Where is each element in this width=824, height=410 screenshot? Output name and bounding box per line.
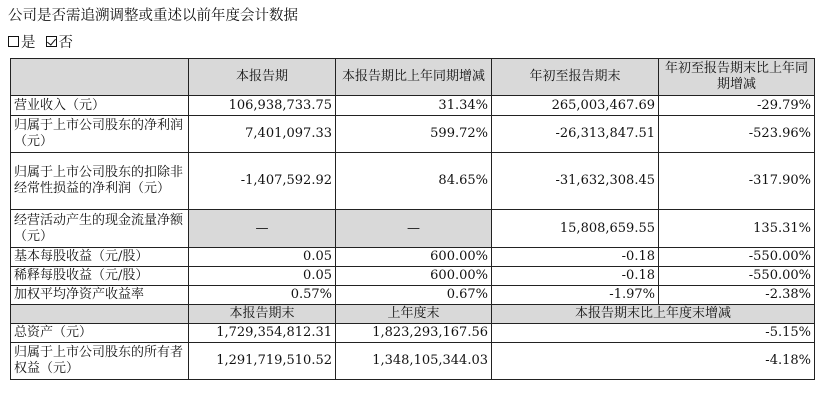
cell-ytd-yoy: -523.96% bbox=[659, 116, 815, 153]
row-label: 基本每股收益（元/股） bbox=[11, 248, 189, 267]
checkbox-no[interactable] bbox=[46, 36, 57, 47]
subheader-change: 本报告期末比上年度末增减 bbox=[492, 305, 815, 324]
subheader-period-end: 本报告期末 bbox=[189, 305, 336, 324]
cell-current-period: 7,401,097.33 bbox=[189, 116, 336, 153]
cell-current-period-yoy: — bbox=[336, 210, 492, 248]
cell-ytd: -1.97% bbox=[492, 286, 659, 305]
row-label: 归属于上市公司股东的所有者权益（元） bbox=[11, 343, 189, 380]
header-cell-empty bbox=[11, 59, 189, 96]
header-ytd: 年初至报告期末 bbox=[492, 59, 659, 96]
cell-change: -5.15% bbox=[492, 324, 815, 343]
cell-current-period-yoy: 31.34% bbox=[336, 96, 492, 116]
cell-current-period: 0.05 bbox=[189, 267, 336, 286]
subheader-prior-year-end: 上年度末 bbox=[336, 305, 492, 324]
option-no-label: 否 bbox=[58, 35, 73, 51]
cell-ytd: -0.18 bbox=[492, 267, 659, 286]
cell-ytd: -0.18 bbox=[492, 248, 659, 267]
option-no[interactable] bbox=[46, 31, 74, 52]
cell-current-period-yoy: 599.72% bbox=[336, 116, 492, 153]
table-header-row bbox=[11, 59, 815, 96]
financial-data-table bbox=[10, 58, 815, 380]
cell-ytd-yoy: -550.00% bbox=[659, 248, 815, 267]
table-row bbox=[11, 267, 815, 286]
table-row bbox=[11, 116, 815, 153]
options-row bbox=[8, 31, 83, 52]
cell-current-period: -1,407,592.92 bbox=[189, 153, 336, 210]
cell-period-end: 1,729,354,812.31 bbox=[189, 324, 336, 343]
row-label: 稀释每股收益（元/股） bbox=[11, 267, 189, 286]
table-row bbox=[11, 96, 815, 116]
cell-change: -4.18% bbox=[492, 343, 815, 380]
header-ytd-yoy: 年初至报告期末比上年同期增减 bbox=[659, 59, 815, 96]
cell-ytd-yoy: -550.00% bbox=[659, 267, 815, 286]
option-yes[interactable] bbox=[8, 31, 36, 52]
cell-ytd: -26,313,847.51 bbox=[492, 116, 659, 153]
cell-current-period: 0.57% bbox=[189, 286, 336, 305]
cell-ytd: -31,632,308.45 bbox=[492, 153, 659, 210]
table-row bbox=[11, 324, 815, 343]
cell-prior-year-end: 1,348,105,344.03 bbox=[336, 343, 492, 380]
cell-ytd: 15,808,659.55 bbox=[492, 210, 659, 248]
question-text: 公司是否需追溯调整或重述以前年度会计数据 bbox=[8, 8, 298, 24]
checkbox-yes[interactable] bbox=[8, 36, 19, 47]
header-current-period-yoy: 本报告期比上年同期增减 bbox=[336, 59, 492, 96]
cell-current-period-yoy: 600.00% bbox=[336, 248, 492, 267]
row-label: 经营活动产生的现金流量净额（元） bbox=[11, 210, 189, 248]
cell-ytd-yoy: 135.31% bbox=[659, 210, 815, 248]
row-label: 归属于上市公司股东的扣除非经常性损益的净利润（元） bbox=[11, 153, 189, 210]
table-subheader-row bbox=[11, 305, 815, 324]
cell-current-period: — bbox=[189, 210, 336, 248]
header-current-period: 本报告期 bbox=[189, 59, 336, 96]
cell-current-period: 106,938,733.75 bbox=[189, 96, 336, 116]
row-label: 加权平均净资产收益率 bbox=[11, 286, 189, 305]
option-yes-label: 是 bbox=[21, 35, 36, 51]
row-label: 总资产（元） bbox=[11, 324, 189, 343]
subheader-cell-empty bbox=[11, 305, 189, 324]
cell-ytd-yoy: -2.38% bbox=[659, 286, 815, 305]
table-row bbox=[11, 153, 815, 210]
cell-ytd-yoy: -317.90% bbox=[659, 153, 815, 210]
cell-ytd-yoy: -29.79% bbox=[659, 96, 815, 116]
cell-ytd: 265,003,467.69 bbox=[492, 96, 659, 116]
table-row bbox=[11, 210, 815, 248]
table-row bbox=[11, 286, 815, 305]
cell-current-period-yoy: 84.65% bbox=[336, 153, 492, 210]
cell-period-end: 1,291,719,510.52 bbox=[189, 343, 336, 380]
row-label: 归属于上市公司股东的净利润（元） bbox=[11, 116, 189, 153]
table-row bbox=[11, 248, 815, 267]
cell-current-period: 0.05 bbox=[189, 248, 336, 267]
table-row bbox=[11, 343, 815, 380]
cell-current-period-yoy: 600.00% bbox=[336, 267, 492, 286]
row-label: 营业收入（元） bbox=[11, 96, 189, 116]
cell-current-period-yoy: 0.67% bbox=[336, 286, 492, 305]
cell-prior-year-end: 1,823,293,167.56 bbox=[336, 324, 492, 343]
